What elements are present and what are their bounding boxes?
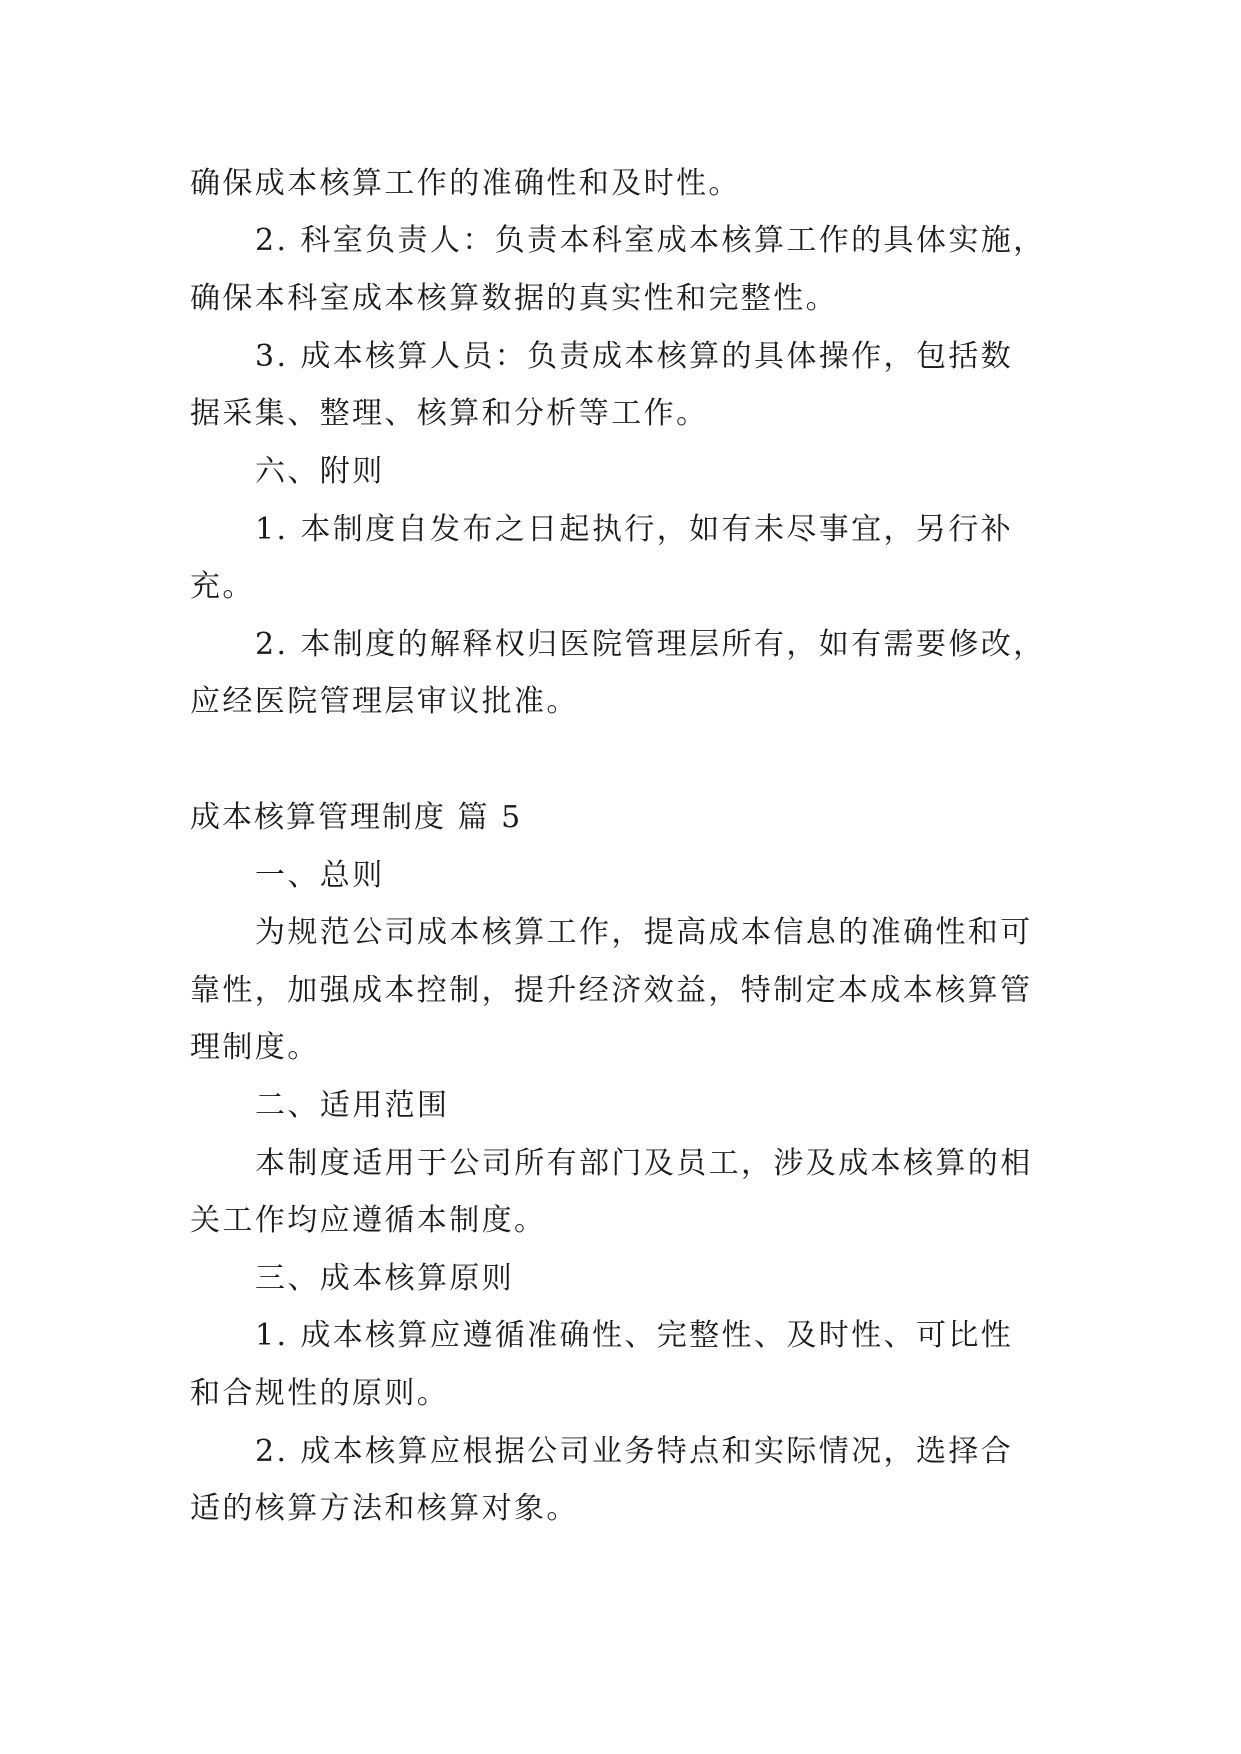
paragraph-line: 靠性，加强成本控制，提升经济效益，特制定本成本核算管	[190, 973, 1033, 1008]
section-heading: 六、附则	[255, 454, 385, 489]
paragraph-line: 本制度适用于公司所有部门及员工，涉及成本核算的相	[255, 1146, 1033, 1181]
paragraph-line: 理制度。	[190, 1030, 320, 1065]
paragraph-line: 2. 成本核算应根据公司业务特点和实际情况，选择合	[255, 1434, 1014, 1469]
paragraph-line: 为规范公司成本核算工作，提高成本信息的准确性和可	[255, 915, 1033, 950]
paragraph-line: 关工作均应遵循本制度。	[190, 1203, 547, 1238]
paragraph-line: 2. 科室负责人：负责本科室成本核算工作的具体实施，	[255, 223, 1046, 258]
paragraph-line: 应经医院管理层审议批准。	[190, 684, 579, 719]
paragraph-line: 充。	[190, 569, 255, 604]
paragraph-line: 1. 本制度自发布之日起执行，如有未尽事宜，另行补	[255, 512, 1014, 547]
paragraph-line: 3. 成本核算人员：负责成本核算的具体操作，包括数	[255, 339, 1014, 374]
paragraph-line: 适的核算方法和核算对象。	[190, 1491, 579, 1526]
paragraph-line: 2. 本制度的解释权归医院管理层所有，如有需要修改，	[255, 627, 1046, 662]
paragraph-line: 和合规性的原则。	[190, 1376, 450, 1411]
article-title: 成本核算管理制度 篇 5	[190, 800, 523, 835]
paragraph-line: 确保本科室成本核算数据的真实性和完整性。	[190, 281, 838, 316]
section-heading: 三、成本核算原则	[255, 1261, 515, 1296]
paragraph-line: 据采集、整理、核算和分析等工作。	[190, 396, 709, 431]
section-heading: 二、适用范围	[255, 1088, 450, 1123]
paragraph-line: 1. 成本核算应遵循准确性、完整性、及时性、可比性	[255, 1318, 1014, 1353]
paragraph-line: 确保成本核算工作的准确性和及时性。	[190, 166, 741, 201]
section-heading: 一、总则	[255, 858, 385, 893]
